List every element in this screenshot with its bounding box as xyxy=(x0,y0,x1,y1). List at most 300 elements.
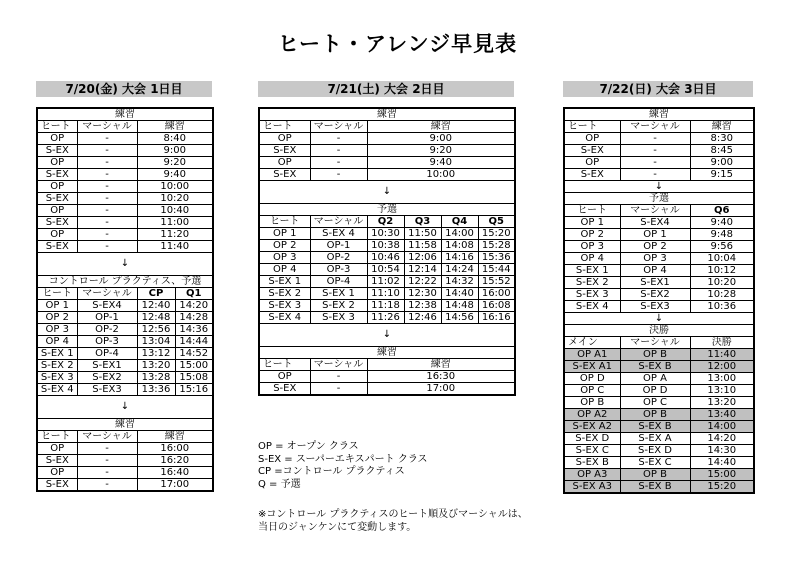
table-cell: S-EX 1 xyxy=(37,348,77,360)
table-cell: 12:56 xyxy=(137,324,175,336)
table-row xyxy=(564,433,754,445)
day1-header: 7/20(金) 大会 1日目 xyxy=(36,81,212,97)
table-row xyxy=(37,443,213,455)
column-header: 練習 xyxy=(137,121,213,133)
table-row xyxy=(37,193,213,205)
table-row xyxy=(37,479,213,492)
legend xyxy=(258,441,428,491)
table-cell: - xyxy=(620,133,690,145)
table-cell: OP C xyxy=(564,385,620,397)
table-cell: S-EX B xyxy=(564,457,620,469)
column-header: マーシャル xyxy=(620,121,690,133)
table-cell: 12:40 xyxy=(137,300,175,312)
section-title: 練習 xyxy=(37,108,213,121)
table-cell: - xyxy=(310,145,367,157)
table-cell: OP 2 xyxy=(564,229,620,241)
table-cell: S-EX xyxy=(37,241,77,253)
table-cell: 15:20 xyxy=(478,228,515,240)
section-title-row xyxy=(259,108,515,121)
table-row xyxy=(564,397,754,409)
table-row xyxy=(259,288,515,300)
table-cell: S-EX xyxy=(37,455,77,467)
table-row xyxy=(564,241,754,253)
table-cell: - xyxy=(77,205,137,217)
day2-header: 7/21(土) 大会 2日目 xyxy=(258,81,514,97)
table-cell: - xyxy=(77,229,137,241)
table-cell: OP xyxy=(259,133,310,145)
column-header: マーシャル xyxy=(620,205,690,217)
column-header: マーシャル xyxy=(620,337,690,349)
table-cell: OP A3 xyxy=(564,469,620,481)
column-header: マーシャル xyxy=(310,216,367,228)
table-cell: OP xyxy=(259,371,310,383)
table-cell: OP-4 xyxy=(77,348,137,360)
table-cell: S-EX2 xyxy=(620,289,690,301)
table-cell: 12:00 xyxy=(690,361,754,373)
table-cell: OP 3 xyxy=(564,241,620,253)
table-cell: S-EX 2 xyxy=(310,300,367,312)
table-cell: S-EX A2 xyxy=(564,421,620,433)
table-cell: S-EX xyxy=(564,169,620,181)
table-cell: 10:54 xyxy=(367,264,404,276)
table-cell: - xyxy=(77,181,137,193)
table-cell: OP 2 xyxy=(37,312,77,324)
table-cell: 17:00 xyxy=(367,383,515,396)
table-cell: S-EX 2 xyxy=(259,288,310,300)
table-cell: 14:30 xyxy=(690,445,754,457)
table-cell: - xyxy=(77,169,137,181)
table-cell: 14:52 xyxy=(175,348,213,360)
table-cell: 10:36 xyxy=(690,301,754,313)
table-cell: OP xyxy=(37,443,77,455)
table-cell: 15:36 xyxy=(478,252,515,264)
table-cell: 9:48 xyxy=(690,229,754,241)
table-cell: 15:20 xyxy=(690,481,754,494)
table-row xyxy=(564,301,754,313)
section-title: 予選 xyxy=(259,204,515,216)
table-row xyxy=(259,157,515,169)
table-cell: 13:20 xyxy=(137,360,175,372)
table-cell: S-EX 3 xyxy=(259,300,310,312)
table-row xyxy=(259,276,515,288)
table-cell: 14:20 xyxy=(175,300,213,312)
arrow-down-icon: ↓ xyxy=(564,313,754,325)
column-header: 練習 xyxy=(367,359,515,371)
table-cell: OP 1 xyxy=(620,229,690,241)
table-cell: OP xyxy=(37,205,77,217)
table-cell: OP 4 xyxy=(259,264,310,276)
section-title: 練習 xyxy=(37,419,213,431)
table-cell: OP xyxy=(37,467,77,479)
table-cell: 10:20 xyxy=(690,277,754,289)
table-cell: 10:20 xyxy=(137,193,213,205)
table-cell: 10:04 xyxy=(690,253,754,265)
header-row xyxy=(259,216,515,228)
table-row xyxy=(37,324,213,336)
table-cell: 10:28 xyxy=(690,289,754,301)
table-row xyxy=(564,157,754,169)
table-cell: 15:08 xyxy=(175,372,213,384)
table-row xyxy=(564,349,754,361)
table-cell: 14:00 xyxy=(441,228,478,240)
table-row xyxy=(37,300,213,312)
day3-header: 7/22(日) 大会 3日目 xyxy=(563,81,753,97)
table-cell: S-EX A xyxy=(620,433,690,445)
table-row xyxy=(564,265,754,277)
table-row xyxy=(564,421,754,433)
table-row xyxy=(564,253,754,265)
table-cell: 11:10 xyxy=(367,288,404,300)
table-cell: S-EX 2 xyxy=(37,360,77,372)
table-cell: 9:40 xyxy=(137,169,213,181)
table-row xyxy=(259,240,515,252)
table-cell: - xyxy=(310,133,367,145)
table-cell: 13:36 xyxy=(137,384,175,396)
column-header: マーシャル xyxy=(310,121,367,133)
table-cell: 12:30 xyxy=(404,288,441,300)
table-cell: S-EX2 xyxy=(77,372,137,384)
table-row xyxy=(259,228,515,240)
table-cell: 10:46 xyxy=(367,252,404,264)
table-cell: 12:48 xyxy=(137,312,175,324)
column-header: CP xyxy=(137,288,175,300)
table-cell: 15:52 xyxy=(478,276,515,288)
table-row xyxy=(564,409,754,421)
table-cell: 14:36 xyxy=(175,324,213,336)
table-cell: 13:28 xyxy=(137,372,175,384)
table-row xyxy=(37,348,213,360)
table-cell: S-EX xyxy=(37,479,77,492)
column-header: 練習 xyxy=(137,431,213,443)
table-cell: - xyxy=(620,169,690,181)
legend-item: CP =コントロール プラクティス xyxy=(258,466,405,477)
table-cell: 11:58 xyxy=(404,240,441,252)
table-row xyxy=(259,312,515,324)
table-cell: 9:00 xyxy=(137,145,213,157)
table-cell: - xyxy=(310,371,367,383)
table-cell: OP B xyxy=(620,409,690,421)
table-cell: 8:45 xyxy=(690,145,754,157)
table-cell: OP xyxy=(564,133,620,145)
table-cell: OP 3 xyxy=(259,252,310,264)
table-row xyxy=(259,300,515,312)
table-cell: S-EX xyxy=(259,169,310,181)
table-cell: 14:16 xyxy=(441,252,478,264)
table-cell: - xyxy=(310,169,367,181)
table-cell: 10:30 xyxy=(367,228,404,240)
column-header: マーシャル xyxy=(77,121,137,133)
section-title: コントロール プラクティス、予選 xyxy=(37,276,213,288)
table-cell: OP 2 xyxy=(620,241,690,253)
table-cell: S-EX A1 xyxy=(564,361,620,373)
column-header: ヒート xyxy=(564,205,620,217)
table-cell: 13:12 xyxy=(137,348,175,360)
table-cell: - xyxy=(310,157,367,169)
table-cell: S-EX4 xyxy=(620,217,690,229)
table-row xyxy=(37,133,213,145)
section-title-row xyxy=(37,276,213,288)
table-cell: S-EX 1 xyxy=(310,288,367,300)
table-cell: 14:40 xyxy=(441,288,478,300)
column-header: Q3 xyxy=(404,216,441,228)
column-header: ヒート xyxy=(259,359,310,371)
table-row xyxy=(37,241,213,253)
table-cell: 9:40 xyxy=(367,157,515,169)
table-row xyxy=(564,217,754,229)
table-cell: - xyxy=(77,217,137,229)
table-cell: S-EX 3 xyxy=(564,289,620,301)
table-row xyxy=(37,229,213,241)
table-cell: 11:40 xyxy=(690,349,754,361)
section-title-row xyxy=(564,325,754,337)
table-cell: S-EX C xyxy=(564,445,620,457)
table-cell: S-EX xyxy=(37,217,77,229)
column-header: ヒート xyxy=(259,121,310,133)
table-cell: OP 1 xyxy=(37,300,77,312)
table-cell: OP-4 xyxy=(310,276,367,288)
table-row xyxy=(564,481,754,494)
table-cell: OP A1 xyxy=(564,349,620,361)
separator-row xyxy=(37,396,213,419)
day1-schedule-table xyxy=(36,107,214,492)
header-row xyxy=(37,121,213,133)
table-cell: 14:00 xyxy=(690,421,754,433)
table-cell: 12:46 xyxy=(404,312,441,324)
table-cell: S-EX xyxy=(259,145,310,157)
section-title-row xyxy=(259,347,515,359)
table-cell: 15:00 xyxy=(690,469,754,481)
table-cell: 16:40 xyxy=(137,467,213,479)
table-row xyxy=(259,383,515,396)
column-header: マーシャル xyxy=(77,288,137,300)
table-cell: 14:08 xyxy=(441,240,478,252)
table-cell: 11:18 xyxy=(367,300,404,312)
table-cell: 14:40 xyxy=(690,457,754,469)
arrow-down-icon: ↓ xyxy=(37,253,213,276)
table-row xyxy=(37,360,213,372)
table-cell: S-EX D xyxy=(564,433,620,445)
table-cell: - xyxy=(77,479,137,492)
table-cell: OP 3 xyxy=(37,324,77,336)
table-cell: S-EX xyxy=(564,145,620,157)
column-header: 練習 xyxy=(690,121,754,133)
separator-row xyxy=(259,181,515,204)
column-header: ヒート xyxy=(564,121,620,133)
table-cell: 13:00 xyxy=(690,373,754,385)
column-header: ヒート xyxy=(37,288,77,300)
table-row xyxy=(564,145,754,157)
table-row xyxy=(564,277,754,289)
table-cell: S-EX C xyxy=(620,457,690,469)
section-title-row xyxy=(564,108,754,121)
table-row xyxy=(259,169,515,181)
separator-row xyxy=(564,313,754,325)
table-cell: 16:08 xyxy=(478,300,515,312)
legend-item: S-EX = スーパーエキスパート クラス xyxy=(258,453,428,465)
table-cell: 12:14 xyxy=(404,264,441,276)
table-cell: - xyxy=(77,133,137,145)
table-cell: OP D xyxy=(620,385,690,397)
table-cell: 14:32 xyxy=(441,276,478,288)
table-cell: S-EX1 xyxy=(620,277,690,289)
section-title: 決勝 xyxy=(564,325,754,337)
table-row xyxy=(37,157,213,169)
table-cell: S-EX3 xyxy=(620,301,690,313)
column-header: 決勝 xyxy=(690,337,754,349)
table-cell: 9:40 xyxy=(690,217,754,229)
table-cell: - xyxy=(310,383,367,396)
table-row xyxy=(564,169,754,181)
table-cell: 10:40 xyxy=(137,205,213,217)
table-row xyxy=(564,469,754,481)
table-cell: S-EX xyxy=(259,383,310,396)
table-row xyxy=(564,373,754,385)
column-header: マーシャル xyxy=(77,431,137,443)
table-cell: 13:10 xyxy=(690,385,754,397)
table-cell: 13:04 xyxy=(137,336,175,348)
table-cell: OP xyxy=(37,181,77,193)
arrow-down-icon: ↓ xyxy=(37,396,213,419)
table-cell: OP xyxy=(564,157,620,169)
table-cell: OP 4 xyxy=(620,265,690,277)
table-cell: 8:40 xyxy=(137,133,213,145)
header-row xyxy=(564,337,754,349)
table-cell: OP B xyxy=(620,349,690,361)
table-row xyxy=(37,384,213,396)
column-header: 練習 xyxy=(367,121,515,133)
legend-item: Q = 予選 xyxy=(258,478,301,490)
table-cell: OP-1 xyxy=(310,240,367,252)
table-cell: S-EX1 xyxy=(77,360,137,372)
table-cell: OP 4 xyxy=(564,253,620,265)
table-cell: OP B xyxy=(564,397,620,409)
separator-row xyxy=(259,324,515,347)
table-cell: 15:44 xyxy=(478,264,515,276)
table-cell: OP xyxy=(259,157,310,169)
table-cell: 16:00 xyxy=(478,288,515,300)
table-row xyxy=(564,361,754,373)
table-cell: 14:48 xyxy=(441,300,478,312)
table-cell: - xyxy=(620,145,690,157)
column-header: ヒート xyxy=(37,431,77,443)
day3-schedule-table xyxy=(563,107,755,494)
table-cell: S-EX xyxy=(37,193,77,205)
header-row xyxy=(37,431,213,443)
table-row xyxy=(564,133,754,145)
table-cell: 16:16 xyxy=(478,312,515,324)
arrow-down-icon: ↓ xyxy=(564,181,754,193)
column-header: Q2 xyxy=(367,216,404,228)
table-row xyxy=(564,385,754,397)
table-cell: S-EX4 xyxy=(77,300,137,312)
table-row xyxy=(259,371,515,383)
column-header: Q6 xyxy=(690,205,754,217)
table-row xyxy=(564,457,754,469)
table-row xyxy=(37,312,213,324)
table-row xyxy=(37,467,213,479)
table-cell: S-EX B xyxy=(620,481,690,494)
table-cell: S-EX 3 xyxy=(37,372,77,384)
table-row xyxy=(259,133,515,145)
section-title: 予選 xyxy=(564,193,754,205)
footnote-line: 当日のジャンケンにて変動します。 xyxy=(258,521,417,533)
table-cell: OP-1 xyxy=(77,312,137,324)
table-cell: OP-3 xyxy=(77,336,137,348)
page-title: ヒート・アレンジ早見表 xyxy=(277,32,518,56)
table-cell: 11:40 xyxy=(137,241,213,253)
header-row xyxy=(259,121,515,133)
table-cell: S-EX A3 xyxy=(564,481,620,494)
table-cell: S-EX xyxy=(37,169,77,181)
table-cell: 12:38 xyxy=(404,300,441,312)
footnote-line: ※コントロール プラクティスのヒート順及びマーシャルは、 xyxy=(258,509,528,520)
table-cell: - xyxy=(77,193,137,205)
table-cell: 16:00 xyxy=(137,443,213,455)
table-cell: 12:22 xyxy=(404,276,441,288)
table-cell: 9:20 xyxy=(137,157,213,169)
section-title-row xyxy=(37,108,213,121)
table-cell: 16:30 xyxy=(367,371,515,383)
header-row xyxy=(37,288,213,300)
column-header: Q4 xyxy=(441,216,478,228)
table-cell: OP-2 xyxy=(310,252,367,264)
table-cell: - xyxy=(77,241,137,253)
table-row xyxy=(37,372,213,384)
header-row xyxy=(564,121,754,133)
table-cell: OP A xyxy=(620,373,690,385)
table-cell: OP-3 xyxy=(310,264,367,276)
column-header: ヒート xyxy=(259,216,310,228)
table-cell: S-EX xyxy=(37,145,77,157)
table-cell: S-EX 4 xyxy=(37,384,77,396)
table-cell: 16:20 xyxy=(137,455,213,467)
table-cell: 11:00 xyxy=(137,217,213,229)
table-cell: 14:28 xyxy=(175,312,213,324)
table-cell: 11:20 xyxy=(137,229,213,241)
table-row xyxy=(37,205,213,217)
table-cell: OP B xyxy=(620,469,690,481)
table-cell: OP 4 xyxy=(37,336,77,348)
table-cell: 12:06 xyxy=(404,252,441,264)
section-title-row xyxy=(564,193,754,205)
section-title: 練習 xyxy=(259,108,515,121)
legend-item: OP = オープン クラス xyxy=(258,441,359,452)
arrow-down-icon: ↓ xyxy=(259,324,515,347)
table-cell: - xyxy=(77,467,137,479)
table-cell: OP xyxy=(37,157,77,169)
table-row xyxy=(37,181,213,193)
table-cell: 11:02 xyxy=(367,276,404,288)
table-cell: - xyxy=(77,455,137,467)
table-cell: 13:20 xyxy=(690,397,754,409)
table-cell: OP 3 xyxy=(620,253,690,265)
header-row xyxy=(259,359,515,371)
table-row xyxy=(37,336,213,348)
column-header: ヒート xyxy=(37,121,77,133)
table-cell: 9:00 xyxy=(690,157,754,169)
table-cell: OP A2 xyxy=(564,409,620,421)
table-cell: 8:30 xyxy=(690,133,754,145)
table-cell: S-EX 4 xyxy=(259,312,310,324)
table-cell: 14:44 xyxy=(175,336,213,348)
table-cell: 14:20 xyxy=(690,433,754,445)
table-cell: S-EX 2 xyxy=(564,277,620,289)
table-cell: 11:26 xyxy=(367,312,404,324)
table-cell: 15:28 xyxy=(478,240,515,252)
table-cell: OP xyxy=(37,229,77,241)
table-row xyxy=(37,217,213,229)
table-row xyxy=(259,145,515,157)
